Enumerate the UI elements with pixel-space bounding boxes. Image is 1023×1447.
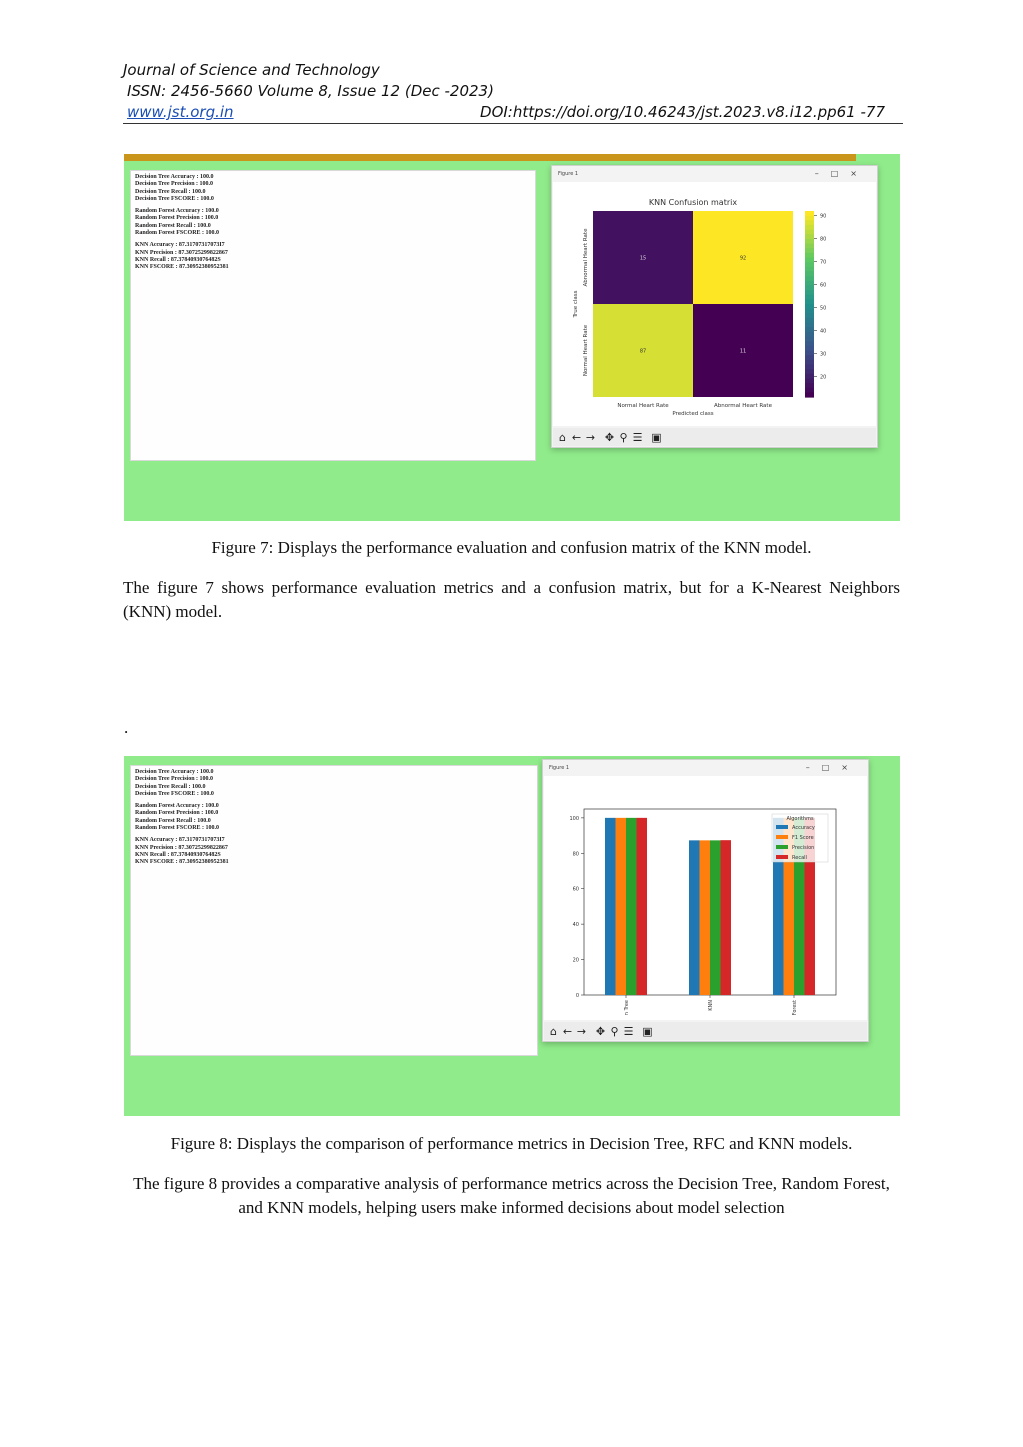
colorbar-segment: [805, 323, 814, 328]
colorbar-segment: [805, 295, 814, 300]
metric-line: Random Forest Precision : 100.0: [135, 810, 219, 817]
home-icon[interactable]: ⌂: [550, 1024, 557, 1038]
bar: [637, 818, 648, 995]
colorbar-tick-label: 70: [820, 259, 827, 266]
rf-metrics: [135, 803, 533, 832]
colorbar-segment: [805, 239, 814, 244]
bar: [721, 840, 732, 995]
metric-line: Random Forest Accuracy : 100.0: [135, 208, 219, 215]
bar: [605, 818, 616, 995]
figure-8-paragraph: The figure 8 provides a comparative analysis of performance metrics across the Decision Tree, Random Forest, and KNN models, helping users make informed decisions about model selection: [133, 1174, 890, 1217]
x-tick-label: KNN: [708, 1000, 714, 1011]
metric-line: Decision Tree Recall : 100.0: [135, 783, 206, 790]
close-button[interactable]: ×: [850, 169, 869, 178]
y-axis-label: True class: [573, 290, 579, 318]
colorbar-segment: [805, 290, 814, 295]
colorbar-segment: [805, 267, 814, 272]
window-titlebar: [552, 166, 877, 182]
colorbar-segment: [805, 346, 814, 351]
metric-line: Decision Tree FSCORE : 100.0: [135, 195, 214, 202]
dt-metrics: [135, 174, 531, 203]
metric-line: KNN Recall : 87.3784093076482S: [135, 851, 221, 858]
colorbar-segment: [805, 369, 814, 374]
pan-icon[interactable]: ✥: [604, 430, 615, 444]
colorbar-segment: [805, 360, 814, 365]
save-icon[interactable]: ▣: [642, 1024, 653, 1038]
colorbar-segment: [805, 225, 814, 230]
figure-8-screenshot: [124, 756, 900, 1116]
legend-swatch: [776, 845, 788, 849]
colorbar-tick-label: 90: [820, 213, 827, 220]
x-tick-label: n Tree: [624, 1000, 630, 1016]
metric-line: Decision Tree Recall : 100.0: [135, 188, 206, 195]
y-tick-label: 100: [569, 815, 579, 822]
colorbar-segment: [805, 253, 814, 258]
colorbar-tick-label: 50: [820, 305, 827, 312]
colorbar-segment: [805, 383, 814, 388]
colorbar-tick-label: 60: [820, 282, 827, 289]
colorbar-segment: [805, 388, 814, 393]
x-tick-label: Normal Heart Rate: [617, 403, 669, 409]
metric-line: KNN FSCORE : 87.30952380952381: [135, 264, 229, 271]
colorbar-segment: [805, 327, 814, 332]
plot-toolbar: [544, 1022, 867, 1040]
metric-line: Random Forest FSCORE : 100.0: [135, 825, 220, 832]
metrics-console: [130, 765, 538, 1056]
figure-8-caption: Figure 8: Displays the comparison of performance metrics in Decision Tree, RFC and KNN models.: [170, 1134, 853, 1153]
journal-links-row: [123, 102, 903, 124]
colorbar-tick-label: 20: [820, 374, 827, 381]
window-title: Figure 1: [549, 765, 570, 771]
colorbar-segment: [805, 374, 814, 379]
dt-metrics: [135, 769, 533, 798]
bar: [700, 840, 711, 995]
cell-value-label: 11: [739, 348, 747, 355]
maximize-button[interactable]: □: [830, 169, 851, 178]
y-tick-label: Normal Heart Rate: [583, 324, 589, 377]
forward-arrow-icon[interactable]: →: [585, 430, 596, 444]
metric-line: Decision Tree Precision : 100.0: [135, 776, 214, 783]
metrics-console: [130, 170, 536, 461]
metrics-bar-chart: [544, 776, 867, 1020]
figure-7-paragraph: The figure 7 shows performance evaluation metrics and a confusion matrix, but for a K-Nearest Neighbors (KNN) model.: [123, 578, 900, 621]
metric-line: KNN FSCORE : 87.30952380952381: [135, 859, 229, 866]
matplotlib-window: [542, 759, 869, 1042]
window-title: Figure 1: [558, 171, 579, 177]
cell-value-label: 87: [639, 348, 647, 355]
configure-subplots-icon[interactable]: ☰: [632, 430, 643, 444]
colorbar-segment: [805, 351, 814, 356]
metric-line: Random Forest Accuracy : 100.0: [135, 803, 219, 810]
colorbar-segment: [805, 216, 814, 221]
colorbar-segment: [805, 392, 814, 397]
figure-7-screenshot: [124, 154, 900, 521]
colorbar-segment: [805, 313, 814, 318]
metric-line: Random Forest FSCORE : 100.0: [135, 230, 220, 237]
legend-label: Precision: [792, 845, 815, 851]
metric-line: KNN Precision : 87.30725299822867: [135, 844, 228, 851]
metric-line: Random Forest Recall : 100.0: [135, 222, 211, 229]
colorbar-segment: [805, 234, 814, 239]
colorbar-segment: [805, 248, 814, 253]
y-tick-label: 80: [572, 851, 579, 858]
figure-7-caption: Figure 7: Displays the performance evaluation and confusion matrix of the KNN model.: [211, 538, 812, 557]
confusion-matrix-chart: [553, 182, 876, 426]
y-tick-label: Abnormal Heart Rate: [583, 228, 589, 287]
colorbar-segment: [805, 230, 814, 235]
legend-label: Accuracy: [792, 825, 815, 831]
y-tick-label: 0: [575, 993, 579, 999]
colorbar-segment: [805, 220, 814, 225]
minimize-button[interactable]: –: [814, 169, 831, 178]
x-tick-label: Abnormal Heart Rate: [714, 403, 772, 409]
plot-toolbar: [553, 428, 876, 446]
maximize-button[interactable]: □: [821, 763, 842, 772]
metric-line: Decision Tree Accuracy : 100.0: [135, 174, 214, 180]
colorbar-tick-label: 30: [820, 351, 827, 358]
home-icon[interactable]: ⌂: [559, 430, 566, 444]
window-titlebar: [543, 760, 868, 776]
separator-dot: .: [124, 718, 129, 737]
colorbar-segment: [805, 271, 814, 276]
back-arrow-icon[interactable]: ←: [571, 430, 582, 444]
legend-label: Recall: [792, 855, 807, 861]
knn-metrics: [135, 837, 533, 866]
colorbar-segment: [805, 281, 814, 286]
window-top-bar: [124, 154, 856, 161]
minimize-button[interactable]: –: [805, 763, 822, 772]
chart-title: KNN Confusion matrix: [648, 198, 738, 207]
metric-line: Decision Tree Accuracy : 100.0: [135, 769, 214, 775]
colorbar-tick-label: 40: [820, 328, 827, 335]
metric-line: KNN Recall : 87.3784093076482S: [135, 256, 221, 263]
colorbar-segment: [805, 309, 814, 314]
x-axis-label: Predicted class: [672, 411, 714, 417]
plot-area: [553, 182, 876, 426]
colorbar-segment: [805, 262, 814, 267]
zoom-icon[interactable]: ⚲: [619, 430, 628, 444]
legend-swatch: [776, 855, 788, 859]
colorbar-segment: [805, 355, 814, 360]
bar: [626, 818, 637, 995]
bar: [710, 840, 721, 995]
matplotlib-window: [551, 165, 878, 448]
colorbar-segment: [805, 211, 814, 216]
colorbar-segment: [805, 378, 814, 383]
legend-swatch: [776, 825, 788, 829]
metric-line: Decision Tree Precision : 100.0: [135, 181, 214, 188]
rf-metrics: [135, 208, 531, 237]
legend-label: F1 Score: [792, 835, 814, 841]
zoom-icon[interactable]: ⚲: [610, 1024, 619, 1038]
configure-subplots-icon[interactable]: ☰: [623, 1024, 634, 1038]
knn-metrics: [135, 242, 531, 271]
colorbar-segment: [805, 364, 814, 369]
bar: [616, 818, 627, 995]
metric-line: KNN Accuracy : 87.31707317073I7: [135, 837, 225, 844]
metric-line: Decision Tree FSCORE : 100.0: [135, 790, 214, 797]
forward-arrow-icon[interactable]: →: [576, 1024, 587, 1038]
colorbar-segment: [805, 318, 814, 323]
save-icon[interactable]: ▣: [651, 430, 662, 444]
colorbar-segment: [805, 258, 814, 263]
cell-value-label: 15: [639, 255, 647, 262]
colorbar-tick-label: 80: [820, 236, 827, 243]
x-tick-label: Forest: [792, 1000, 798, 1016]
journal-issn: ISSN: 2456-5660 Volume 8, Issue 12 (Dec -2023): [127, 82, 494, 100]
metric-line: KNN Accuracy : 87.31707317073I7: [135, 242, 225, 249]
close-button[interactable]: ×: [841, 763, 860, 772]
journal-header: [123, 60, 903, 124]
cell-value-label: 92: [739, 255, 747, 262]
back-arrow-icon[interactable]: ←: [562, 1024, 573, 1038]
colorbar-segment: [805, 244, 814, 249]
y-tick-label: 60: [572, 886, 579, 893]
pan-icon[interactable]: ✥: [595, 1024, 606, 1038]
metric-line: KNN Precision : 87.30725299822867: [135, 249, 228, 256]
metric-line: Random Forest Recall : 100.0: [135, 817, 211, 824]
journal-website-link[interactable]: www.jst.org.in: [127, 103, 234, 121]
y-tick-label: 40: [572, 922, 579, 929]
colorbar-segment: [805, 299, 814, 304]
legend-swatch: [776, 835, 788, 839]
bar: [689, 840, 700, 995]
colorbar-segment: [805, 337, 814, 342]
legend-title: Algorithms: [786, 816, 814, 822]
colorbar-segment: [805, 285, 814, 290]
journal-title: Journal of Science and Technology: [123, 61, 380, 79]
plot-area: [544, 776, 867, 1020]
metric-line: Random Forest Precision : 100.0: [135, 215, 219, 222]
y-tick-label: 20: [572, 957, 579, 964]
colorbar-segment: [805, 332, 814, 337]
journal-doi: DOI:https://doi.org/10.46243/jst.2023.v8.i12.pp61 -77: [480, 103, 885, 121]
colorbar-segment: [805, 304, 814, 309]
colorbar-segment: [805, 276, 814, 281]
colorbar-segment: [805, 341, 814, 346]
